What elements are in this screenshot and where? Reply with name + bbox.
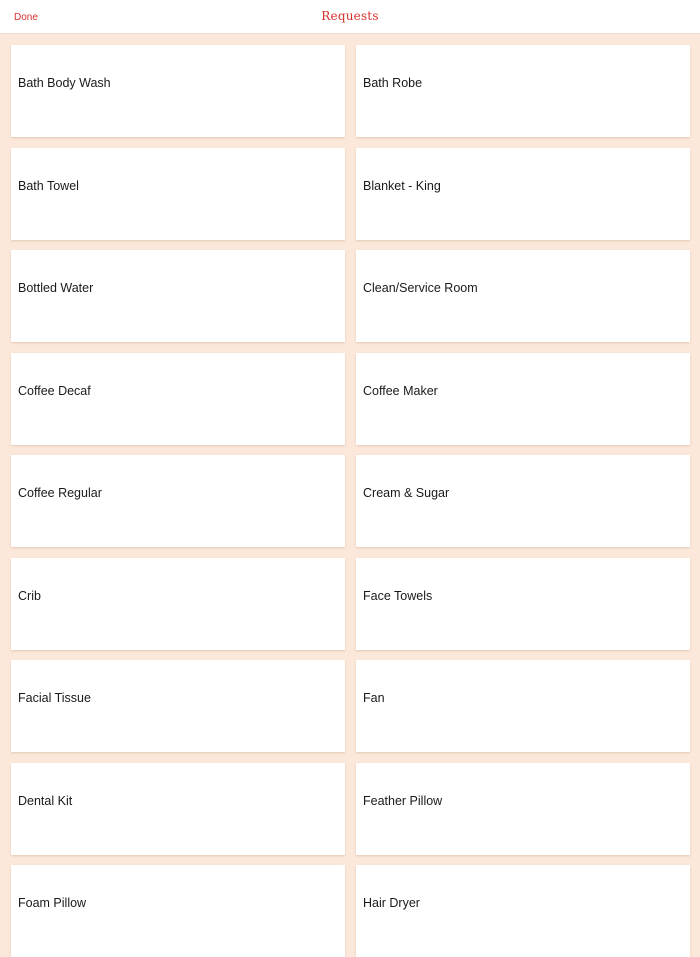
request-tile-blanket-king[interactable] [356,148,690,240]
request-tile-label: Bottled Water [18,281,94,295]
request-tile-fan[interactable] [356,660,690,752]
request-tile-bath-body-wash[interactable] [11,45,345,137]
request-tile-foam-pillow[interactable] [11,865,345,957]
request-tile-coffee-decaf[interactable] [11,353,345,445]
request-tile-hair-dryer[interactable] [356,865,690,957]
request-tile-coffee-regular[interactable] [11,455,345,547]
request-grid [11,45,690,957]
request-tile-crib[interactable] [11,558,345,650]
request-tile-label: Fan [363,691,385,705]
done-button[interactable]: Done [14,12,38,23]
request-tile-label: Coffee Decaf [18,383,91,398]
request-tile-label: Hair Dryer [363,896,420,910]
top-bar [0,0,700,34]
request-tile-label: Coffee Regular [18,486,102,500]
request-tile-label: Bath Robe [363,76,423,90]
request-tile-facial-tissue[interactable] [11,660,345,752]
request-tile-label: Blanket - King [363,178,441,193]
request-tile-feather-pillow[interactable] [356,763,690,855]
request-tile-label: Dental Kit [18,793,73,808]
request-tile-label: Face Towels [363,588,433,603]
request-tile-label: Cream & Sugar [363,486,450,500]
request-tile-dental-kit[interactable] [11,763,345,855]
page-title: Requests [321,9,379,23]
request-tile-label: Coffee Maker [363,383,438,398]
request-tile-bottled-water[interactable] [11,250,345,342]
request-tile-coffee-maker[interactable] [356,353,690,445]
request-tile-label: Crib [18,588,41,603]
request-tile-face-towels[interactable] [356,558,690,650]
request-tile-clean-service-room[interactable] [356,250,690,342]
request-tile-bath-robe[interactable] [356,45,690,137]
request-tile-cream-sugar[interactable] [356,455,690,547]
request-tile-bath-towel[interactable] [11,148,345,240]
request-tile-label: Foam Pillow [18,896,87,910]
request-tile-label: Bath Body Wash [18,76,111,90]
request-tile-label: Facial Tissue [18,691,91,705]
request-tile-label: Feather Pillow [363,793,443,808]
request-tile-label: Clean/Service Room [363,281,478,295]
request-tile-label: Bath Towel [18,178,79,193]
